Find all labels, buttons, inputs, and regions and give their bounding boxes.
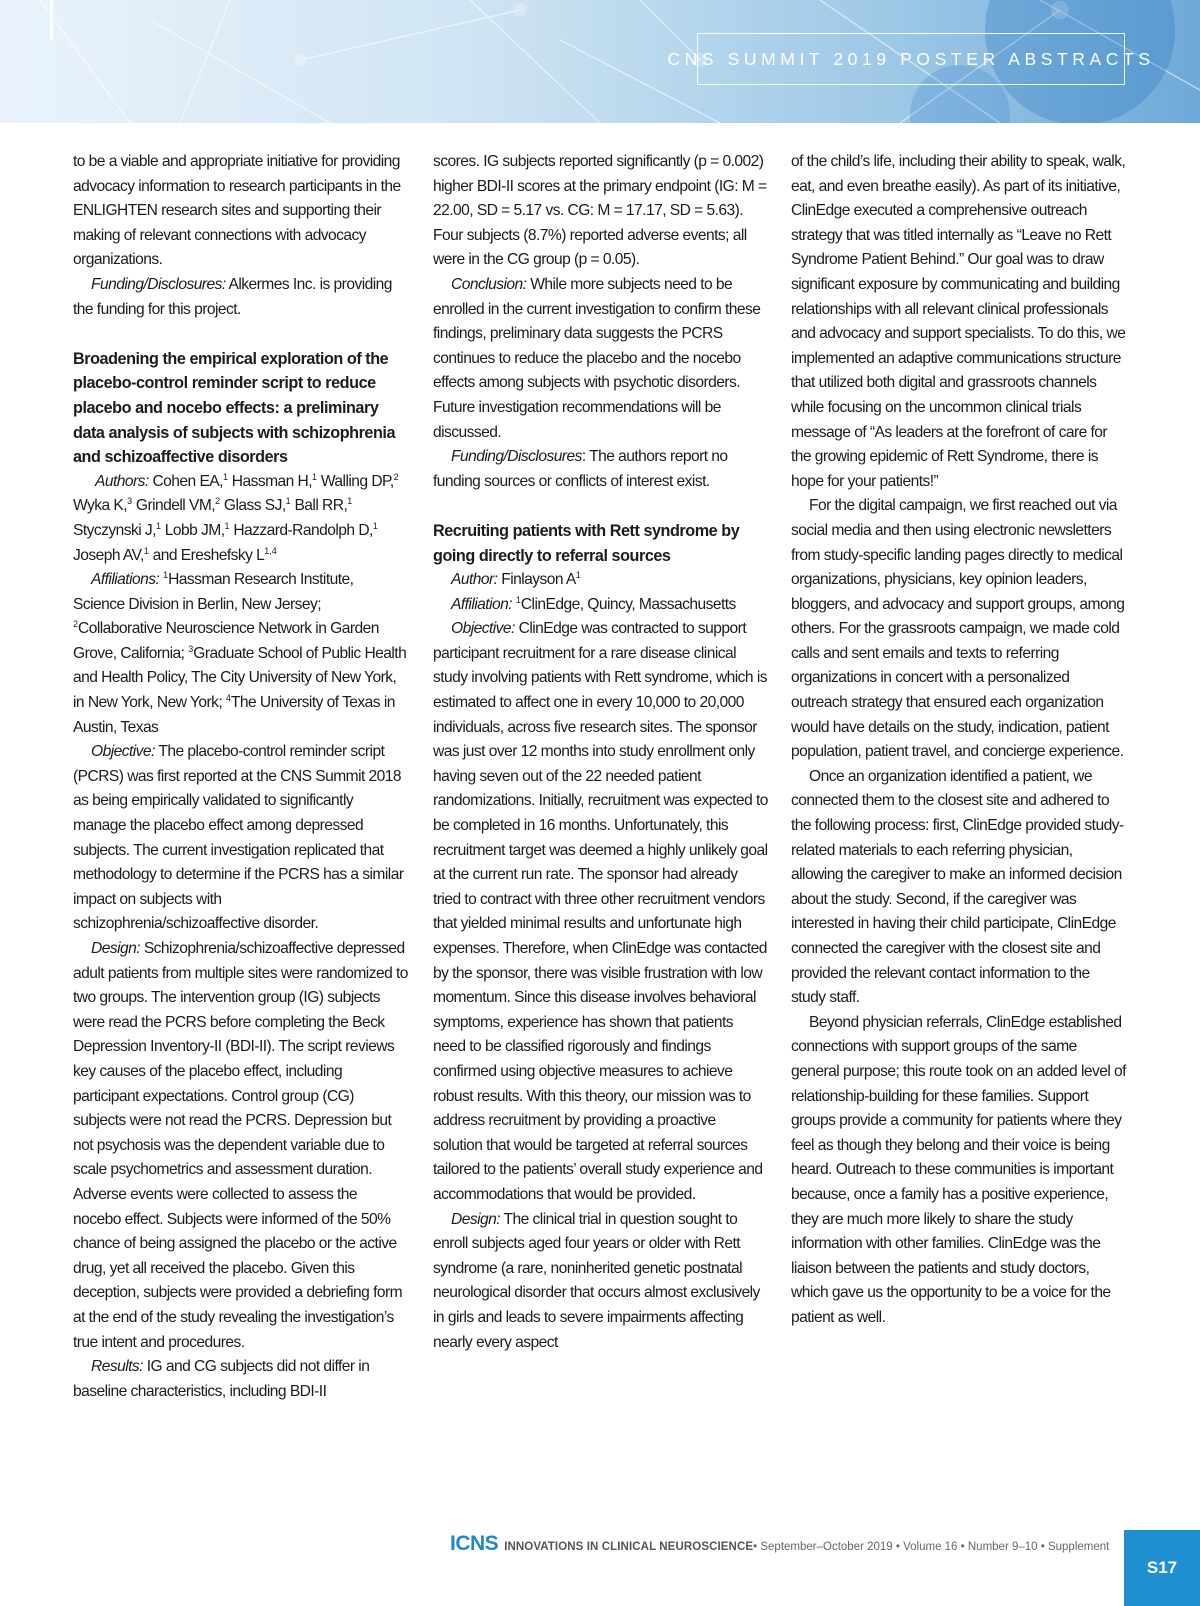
header-title: CNS SUMMIT 2019 POSTER ABSTRACTS (667, 48, 1155, 69)
author-entry: Walling DP,$^2$ (317, 471, 399, 490)
col2-funding-paragraph: Funding/Disclosures: The authors report no funding sources or conflicts of interest exist. (433, 448, 728, 490)
footer (450, 1532, 1109, 1558)
col3-paragraph-2: For the digital campaign, we first reached out via social media and then using electronic newsletters from study-specific landing pages directly to medical organizations, physicians, key opinion leaders, bloggers, and advocacy and support groups, among others. For the grassroots campaign, we made cold calls and sent emails and texts to referring organizations in concert with a personalized outreach strategy that ensured each organization would have details on the study, indication, patient population, patient travel, and concierge experience. (791, 497, 1125, 761)
col2-conclusion-paragraph: Conclusion: While more subjects need to be enrolled in the current investigation to confirm these findings, preliminary data suggests the PCRS continues to reduce the placebo and the nocebo effects among subjects with psychotic disorders. Future investigation recommendations will be discussed. (433, 275, 761, 441)
col1-funding-label: Funding/Disclosures: (91, 275, 226, 293)
col1-affiliations-label: Affiliations: (91, 571, 160, 589)
affiliation-entry: Hassman Research Institute, Science Division in Berlin, New Jersey; (73, 571, 354, 613)
author-entry: Lobb JM,$^1$ (160, 520, 230, 539)
author-entry: Wyka K,$^3$ (73, 496, 133, 515)
author-entry: Styczynski J,$^1$ (73, 520, 161, 539)
col1-objective-paragraph: Objective: The placebo-control reminder script (PCRS) was first reported at the CNS Summit 2018 as being empirically validated to significantly manage the placebo effect among depressed subjects. The current investigation replicated that methodology to determine if the PCRS has a similar impact on subjects with schizophrenia/schizoaffective disorder. (73, 743, 404, 933)
col1-results-label: Results: (91, 1358, 143, 1376)
col1-funding-text: Alkermes Inc. is providing the funding for this project. (73, 275, 392, 318)
col2-paragraph-1: scores. IG subjects reported significantly (p = 0.002) higher BDI-II scores at the primary endpoint (IG: M = 22.00, SD = 5.17 vs. CG: M = 17.17, SD = 5.63). Four subjects (8.7%) reported adverse events; all were in the CG group (p = 0.05). (433, 153, 767, 269)
col2-funding-label: Funding/Disclosures (451, 448, 582, 466)
col2-affiliation-paragraph: Affiliation: $^1$ClinEdge, Quincy, Massachusetts (451, 594, 736, 613)
author-entry: Joseph AV,$^1$ (73, 545, 149, 564)
header-title-box (667, 33, 1155, 85)
section-gap (73, 322, 408, 347)
journal-logo: ICNS (450, 1532, 499, 1555)
header-banner (0, 0, 1200, 123)
col2-objective-paragraph: Objective: ClinEdge was contracted to support participant recruitment for a rare disease clinical study involving patients with Rett syndrome, which is estimated to affect one in every 10,000 to 20,000 individuals, across five research sites. The sponsor was just over 12 months into study enrollment only having seven out of the 22 needed patient randomizations. Initially, recruitment was expected to be completed in 16 months. Unfortunately, this recruitment target was deemed a highly unlikely goal at the current run rate. The sponsor had already tried to contract with three other recruitment vendors that yielded minimal results and unfortunate high expenses. Therefore, when ClinEdge was contacted by the sponsor, there was visible frustration with low momentum. Since this disease involves behavioral symptoms, experience has shown that patients need to be classified rigorously and findings confirmed using objective measures to achieve robust results. With this theory, our mission was to address recruitment by providing a proactive solution that would be targeted at referral sources tailored to the patients’ overall study experience and accommodations that would be provided. (433, 620, 768, 1203)
author-entry: Cohen EA,$^1$ (148, 471, 228, 490)
abstract-title-placebo: Broadening the empirical exploration of the placebo-control reminder script to reduce placebo and nocebo effects: a preliminary data analysis of subjects with schizophrenia and schizoaffective disorders (73, 349, 396, 467)
col1-design-label: Design: (91, 940, 141, 957)
issue-info: • September–October 2019 • Volume 16 • Number 9–10 • Supplement (753, 1541, 1110, 1553)
col3-paragraph-3: Once an organization identified a patient, we connected them to the closest site and adhered to the following process: first, ClinEdge provided study-related materials to each referring physician, allowing the caregiver to make an informed decision about the study. Second, if the caregiver was interested in having their child participate, ClinEdge connected the caregiver with the closest site and provided the relevant contact information to the study staff. (791, 767, 1124, 1007)
col2-objective-label: Objective: (451, 620, 515, 638)
affiliation-entry: Graduate School of Public Health and Health Policy, The City University of New York, in New York, New York; (73, 644, 407, 712)
col2-design-label: Design: (451, 1210, 501, 1228)
col1-objective-label: Objective: (91, 743, 155, 761)
col2-author-paragraph: Author: Finlayson $A^1$ (451, 570, 581, 589)
affiliation-entry: Collaborative Neuroscience Network in Garden Grove, California; (73, 620, 379, 662)
affiliation-entry: The University of Texas in Austin, Texas (73, 694, 395, 736)
journal-name: INNOVATIONS IN CLINICAL NEUROSCIENCE (504, 1541, 754, 1553)
col1-affiliations-paragraph: Affiliations: $^1$Hassman Research Institute, Science Division in Berlin, New Jersey; $^2$Collaborative Neuroscience Network in Garden Grove, California; $^3$Graduate School of Public Health and Health Policy, The City University of New York, in New York, New York; $^4$The University of Texas in Austin, Texas (73, 570, 407, 736)
col1-authors-label: Authors: (95, 472, 149, 490)
author-entry: and Ereshefsky L$^{1,4}$ (148, 545, 277, 564)
col2-affiliation-label: Affiliation: (451, 595, 513, 613)
author-entry: Hassman H,$^1$ (227, 471, 318, 490)
column-2 (433, 150, 768, 1355)
col2-author-label: Author: (451, 571, 498, 589)
author-entry: Grindell VM,$^2$ (132, 496, 221, 515)
abstract-title-rett: Recruiting patients with Rett syndrome by going directly to referral sources (433, 521, 740, 565)
col1-design-paragraph: Design: Schizophrenia/schizoaffective depressed adult patients from multiple sites were randomized to two groups. The intervention group (IG) subjects were read the PCRS before completing the Beck Depression Inventory-II (BDI-II). The script reviews key causes of the placebo effect, including participant expectations. Control group (CG) subjects were not read the PCRS. Depression but not psychosis was the dependent variable due to scale psychometrics and assessment duration. Adverse events were collected to assess the nocebo effect. Subjects were informed of the 50% chance of being assigned the placebo or the active drug, yet all received the placebo. Given this deception, subjects were provided a debriefing form at the end of the study revealing the investigation’s true intent and procedures. (73, 940, 408, 1351)
author-entry: Glass SJ,$^1$ (220, 496, 291, 515)
author-entry: Ball RR,$^1$ (290, 496, 353, 515)
col3-paragraph-4: Beyond physician referrals, ClinEdge established connections with support groups of the same general purpose; this route took on an added level of relationship-building for these families. Support groups provide a community for patients where they feel as though they belong and their voice is being heard. Outreach to these communities is important because, once a family has a positive experience, they are much more likely to share the study information with other families. ClinEdge was the liaison between the patients and study doctors, which gave us the opportunity to be a voice for the patient as well. (791, 1013, 1126, 1326)
col2-conclusion-label: Conclusion: (451, 275, 527, 293)
column-1 (73, 150, 408, 1404)
col1-authors-paragraph (73, 470, 408, 568)
col1-paragraph-1: to be a viable and appropriate initiative for providing advocacy information to research participants in the ENLIGHTEN research sites and supporting their making of relevant connections with advocacy organizations. (73, 153, 401, 269)
col1-results-paragraph: Results: IG and CG subjects did not differ in baseline characteristics, including BDI-II (73, 1358, 370, 1400)
column-3 (791, 150, 1126, 1331)
col3-paragraph-1: of the child’s life, including their ability to speak, walk, eat, and even breathe easily). As part of its initiative, ClinEdge executed a comprehensive outreach strategy that was titled internally as “Leave no Rett Syndrome Patient Behind.” Our goal was to draw significant exposure by communicating and building relationships with all relevant clinical professionals and advocacy and support specialists. To do this, we implemented an adaptive communications structure that utilized both digital and grassroots channels while focusing on the uncommon clinical trials message of “As leaders at the forefront of care for the growing epidemic of Rett Syndrome, there is hope for your patients!” (791, 153, 1126, 490)
col1-funding-paragraph (73, 273, 408, 322)
author-entry: Hazzard-Randolph D,$^1$ (229, 520, 378, 539)
col2-design-paragraph: Design: The clinical trial in question sought to enroll subjects aged four years or older with Rett syndrome (a rare, noninherited genetic postnatal neurological disorder that occurs almost exclusively in girls and leads to severe impairments affecting nearly every aspect (433, 1210, 760, 1351)
page-number-box (1124, 1530, 1200, 1606)
page-number: S17 (1146, 1558, 1178, 1577)
section-gap (433, 494, 768, 519)
